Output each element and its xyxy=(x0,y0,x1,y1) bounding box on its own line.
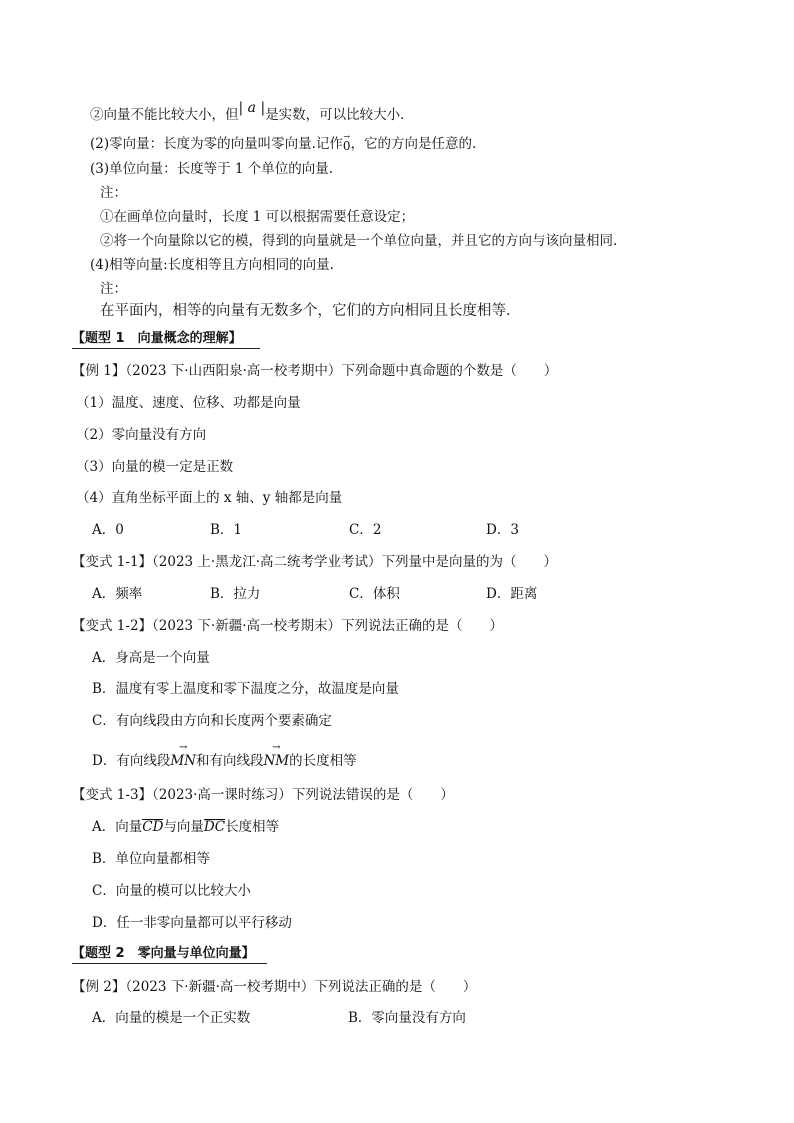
variant-1-3-option-c: C．向量的模可以比较大小 xyxy=(92,883,251,899)
note-line-1-post: 是实数，可以比较大小． xyxy=(265,107,414,123)
variant-1-2-option-a: A．身高是一个向量 xyxy=(92,650,210,666)
vector-cd: CD xyxy=(142,819,164,835)
note-line-9: 在平面内，相等的向量有无数多个，它们的方向相同且长度相等． xyxy=(100,303,521,319)
example-2-option-b: B．零向量没有方向 xyxy=(348,1010,466,1026)
note-line-2-post: ，它的方向是任意的. xyxy=(350,136,477,152)
section-heading-2-label: 【题型 2 零向量与单位向量】 xyxy=(72,946,255,961)
abs-a-symbol: | a | xyxy=(238,100,266,116)
note-line-6: ②将一个向量除以它的模，得到的向量就是一个单位向量，并且它的方向与该向量相同. xyxy=(100,233,618,249)
example-1-item-4: （4）直角坐标平面上的 x 轴、y 轴都是向量 xyxy=(76,490,343,506)
variant-1-3-stem: 【变式 1-3】（2023·高一课时练习）下列说法错误的是（ ） xyxy=(72,787,454,803)
variant-1-2-option-d xyxy=(92,742,357,770)
variant-1-2-option-c: C．有向线段由方向和长度两个要素确定 xyxy=(92,713,332,729)
variant-1-3-option-d: D．任一非零向量都可以平行移动 xyxy=(92,915,292,931)
variant-1-3-option-b: B．单位向量都相等 xyxy=(92,851,210,867)
vector-arrow-icon: → xyxy=(272,742,281,753)
vector-arrow-icon: → xyxy=(178,742,188,753)
zero-vector-symbol xyxy=(342,132,351,155)
variant-1-3-option-a xyxy=(92,818,279,836)
variant-1-3-option-a-part-2: 与向量 xyxy=(163,819,204,835)
section-heading-underline xyxy=(72,963,267,964)
note-line-2 xyxy=(90,132,477,153)
note-line-4: 注： xyxy=(100,185,127,201)
vector-nm xyxy=(263,742,290,770)
variant-1-3-option-a-part-1: A．向量 xyxy=(92,819,143,835)
note-line-3: (3)单位向量：长度等于 1 个单位的向量. xyxy=(90,161,334,177)
vector-mn-text: MN xyxy=(170,753,196,769)
note-line-8: 注： xyxy=(100,281,127,297)
example-2-stem: 【例 2】（2023 下·新疆·高一校考期中）下列说法正确的是（ ） xyxy=(72,979,477,995)
section-heading-1 xyxy=(72,330,242,348)
example-1-item-1: （1）温度、速度、位移、功都是向量 xyxy=(76,395,301,411)
variant-1-2-option-d-part-3: 的长度相等 xyxy=(289,753,357,769)
example-1-option-b: B．1 xyxy=(210,522,243,538)
example-1-option-a: A．0 xyxy=(92,522,124,538)
variant-1-2-option-b: B．温度有零上温度和零下温度之分，故温度是向量 xyxy=(92,681,399,697)
example-1-option-d: D．3 xyxy=(486,522,519,538)
variant-1-2-stem: 【变式 1-2】（2023 下·新疆·高一校考期末）下列说法正确的是（ ） xyxy=(72,618,504,634)
example-1-item-2: （2）零向量没有方向 xyxy=(76,427,207,443)
note-line-7: (4)相等向量:长度相等且方向相同的向量. xyxy=(90,257,334,273)
vector-mn xyxy=(170,742,196,770)
note-line-1 xyxy=(90,100,414,124)
variant-1-1-option-b: B．拉力 xyxy=(210,586,261,602)
vector-nm-text: NM xyxy=(263,753,290,769)
variant-1-2-option-d-part-1: D．有向线段 xyxy=(92,753,171,769)
variant-1-1-option-c: C．体积 xyxy=(349,586,400,602)
vector-arrow-icon: → xyxy=(343,132,351,141)
variant-1-1-option-a: A．频率 xyxy=(92,586,143,602)
section-heading-2 xyxy=(72,945,255,963)
variant-1-1-stem: 【变式 1-1】（2023 上·黑龙江·高二统考学业考试）下列量中是向量的为（ ） xyxy=(72,554,558,570)
variant-1-1-option-d: D．距离 xyxy=(486,586,538,602)
example-1-option-c: C．2 xyxy=(349,522,382,538)
note-line-2-pre: (2)零向量：长度为零的向量叫零向量.记作 xyxy=(90,136,343,152)
example-2-option-a: A．向量的模是一个正实数 xyxy=(92,1010,251,1026)
example-1-item-3: （3）向量的模一定是正数 xyxy=(76,459,234,475)
note-line-5: ①在画单位向量时，长度 1 可以根据需要任意设定； xyxy=(100,209,415,225)
zero-vector-text: 0 xyxy=(342,139,351,153)
vector-dc: DC xyxy=(203,819,226,835)
note-line-1-pre: ②向量不能比较大小，但 xyxy=(90,107,239,123)
example-1-stem: 【例 1】（2023 下·山西阳泉·高一校考期中）下列命题中真命题的个数是（ ） xyxy=(72,363,558,379)
section-heading-underline xyxy=(72,348,260,349)
section-heading-1-label: 【题型 1 向量概念的理解】 xyxy=(72,331,242,346)
variant-1-3-option-a-part-3: 长度相等 xyxy=(225,819,280,835)
variant-1-2-option-d-part-2: 和有向线段 xyxy=(195,753,264,769)
